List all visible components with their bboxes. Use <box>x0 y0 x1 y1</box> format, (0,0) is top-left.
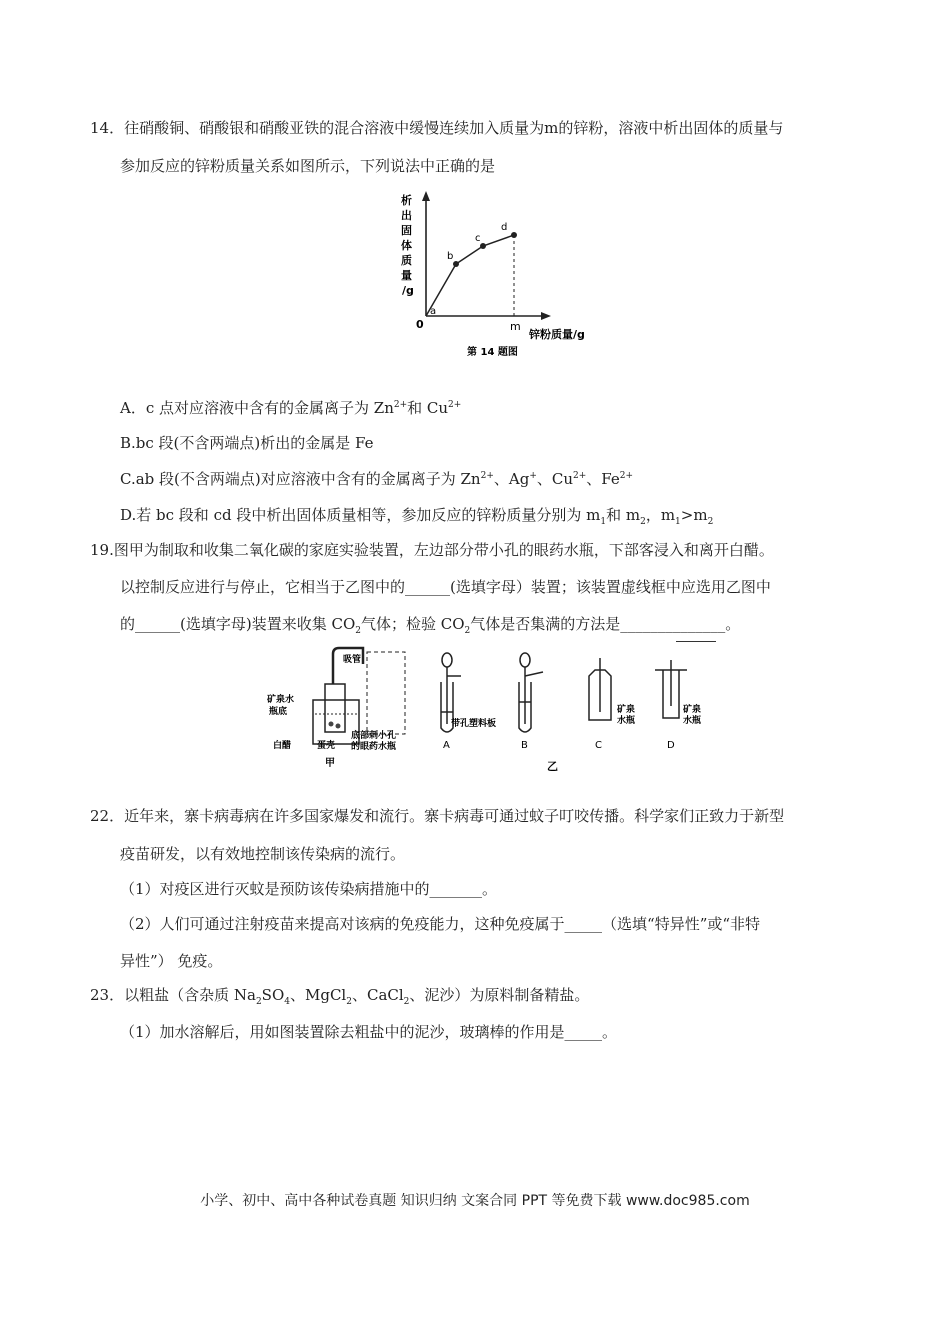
svg-text:蛋壳: 蛋壳 <box>317 741 336 751</box>
q22-part1: （1）对疫区进行灭蚊是预防该传染病措施中的_______。 <box>120 880 498 898</box>
svg-text:的眼药水瓶: 的眼药水瓶 <box>351 742 397 752</box>
point-c <box>480 243 486 249</box>
point-label-d: d <box>501 222 508 233</box>
x-axis-label: 锌粉质量/g <box>529 328 585 341</box>
jia-apparatus <box>267 648 405 769</box>
eggshell-piece <box>329 722 334 727</box>
m-tick-label: m <box>510 320 521 333</box>
q22-stem-line1: 22．近年来，寨卡病毒病在许多国家爆发和流行。寨卡病毒可通过蚊子叮咬传播。科学家们正致力于新型 <box>90 807 785 825</box>
y-label-char: 质 <box>401 254 412 267</box>
svg-text:A: A <box>443 740 450 751</box>
y-label-char: 出 <box>401 209 412 222</box>
svg-text:矿泉: 矿泉 <box>617 705 636 715</box>
yi-apparatus-a <box>441 653 461 751</box>
yi-apparatus-c <box>589 658 635 751</box>
svg-text:C: C <box>595 740 602 751</box>
svg-text:矿泉: 矿泉 <box>683 705 702 715</box>
eggshell-piece <box>336 724 341 729</box>
dashed-collect-box <box>367 652 405 734</box>
yi-apparatus-d <box>655 660 701 751</box>
q19-stem-line3: 的______(选填字母)装置来收集 $CO_2$气体；检验 $CO_2$气体是否集满的方法是______________。 <box>120 615 741 636</box>
perforated-plate-label: 带孔塑料板 <box>451 719 497 729</box>
x-axis-arrow <box>541 312 551 320</box>
q14-stem-line2: 参加反应的锌粉质量关系如图所示，下列说法中正确的是 <box>120 157 496 175</box>
q14-stem-line1: 14．往硝酸铜、硝酸银和硝酸亚铁的混合溶液中缓慢连续加入质量为m的锌粉，溶液中析出固体的质量与 <box>90 119 784 137</box>
point-label-a: a <box>430 306 437 317</box>
q19-stem-line2: 以控制反应进行与停止，它相当于乙图中的______(选填字母）装置；该装置虚线框中应选用乙图中 <box>120 578 771 596</box>
straw <box>333 648 363 684</box>
q14-graph <box>395 188 605 363</box>
q14-option-b: B.bc 段(不含两端点)析出的金属是 Fe <box>120 434 374 452</box>
svg-text:瓶底: 瓶底 <box>269 707 288 717</box>
y-label-char: 固 <box>401 224 412 237</box>
y-axis-arrow <box>422 191 430 201</box>
q14-option-d: D.若 bc 段和 cd 段中析出固体质量相等，参加反应的锌粉质量分别为 $m_1$和 $m_2$，$m_1>m_2$ <box>120 506 714 527</box>
eyedrop-bottle <box>325 684 345 732</box>
yi-caption: 乙 <box>547 760 558 773</box>
y-label-char: 析 <box>401 194 412 207</box>
svg-text:水瓶: 水瓶 <box>683 716 702 726</box>
y-label-char: /g <box>402 284 414 297</box>
svg-text:底部刺小孔: 底部刺小孔 <box>351 731 397 741</box>
y-label-char: 体 <box>401 239 412 252</box>
curve <box>426 235 514 316</box>
svg-text:白醋: 白醋 <box>273 741 292 751</box>
svg-text:B: B <box>521 740 528 751</box>
page-footer: 小学、初中、高中各种试卷真题 知识归纳 文案合同 PPT 等免费下载 www.doc985.com <box>200 1193 750 1209</box>
yi-apparatus-b <box>519 653 543 751</box>
point-label-b: b <box>447 251 454 262</box>
graph-caption: 第 14 题图 <box>467 347 518 358</box>
jia-caption: 甲 <box>325 758 335 769</box>
q22-stem-line2: 疫苗研发，以有效地控制该传染病的流行。 <box>120 845 406 863</box>
q19-stem-line1: 19.图甲为制取和收集二氧化碳的家庭实验装置，左边部分带小孔的眼药水瓶，下部客浸入和离开白醋。 <box>90 541 774 559</box>
q23-stem: 23．以粗盐（含杂质 $Na_2SO_4$、MgCl$_2$、CaCl$_2$、泥沙）为原料制备精盐。 <box>90 986 590 1007</box>
q14-option-c: C.ab 段(不含两端点)对应溶液中含有的金属离子为 $Zn^{2+}$、Ag+、$Cu^{2+}$、$Fe^{2+}$ <box>120 470 634 488</box>
q14-option-a: A．c 点对应溶液中含有的金属离子为 $Zn^{2+}$和 $Cu^{2+}$ <box>120 399 462 417</box>
q19-apparatus-figure <box>255 642 705 777</box>
q22-part2-line2: 异性”） 免疫。 <box>120 952 223 970</box>
point-label-c: c <box>475 233 481 244</box>
svg-text:D: D <box>667 740 675 751</box>
origin-label: 0 <box>416 318 424 331</box>
svg-text:吸管: 吸管 <box>343 655 362 665</box>
point-b <box>453 261 459 267</box>
q22-part2-line1: （2）人们可通过注射疫苗来提高对该病的免疫能力，这种免疫属于_____（选填“特异性”或“非特 <box>120 915 761 933</box>
q23-part1: （1）加水溶解后，用如图装置除去粗盐中的泥沙，玻璃棒的作用是_____。 <box>120 1023 618 1041</box>
y-label-char: 量 <box>401 269 412 282</box>
svg-text:水瓶: 水瓶 <box>617 716 636 726</box>
svg-text:矿泉水: 矿泉水 <box>267 695 295 705</box>
point-d <box>511 232 517 238</box>
